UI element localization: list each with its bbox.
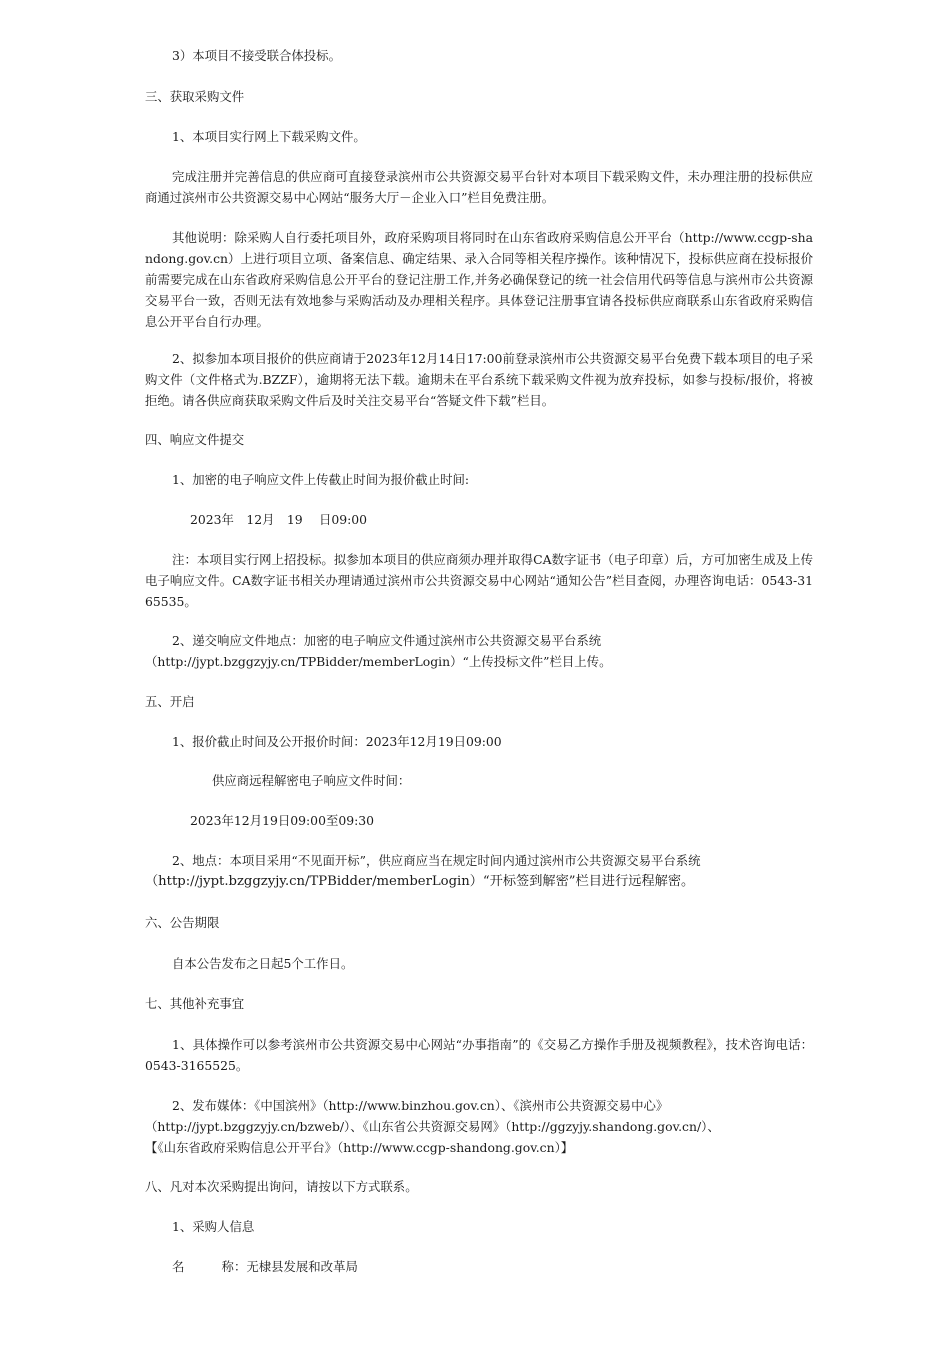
paragraph-announcement-period: 自本公告发布之日起5个工作日。 [172,956,354,971]
purchaser-name: 名 称：无棣县发展和改革局 [172,1259,358,1274]
paragraph-other-notes: 其他说明：除采购人自行委托项目外，政府采购项目将同时在山东省政府采购信息公开平台（http://www.ccgp-shandong.gov.cn）上进行项目立项、备案信息、确定结果、录入合同等相关程序操作。该种情况下，投标供应商在投标报价前需要完成在山东省政府采购信息公开平台的登记注册工作,并务必确保登记的统一社会信用代码等信息与滨州市公共资源交易平台一致，否则无法有效地参与采购活动及办理相关程序。具体登记注册事宜请各投标供应商联系山东省政府采购信息公开平台自行办理。 [145,230,813,329]
paragraph-registration: 完成注册并完善信息的供应商可直接登录滨州市公共资源交易平台针对本项目下载采购文件，未办理注册的投标供应商通过滨州市公共资源交易中心网站“服务大厅－企业入口”栏目免费注册。 [145,169,813,205]
paragraph-purchaser-info: 1、采购人信息 [172,1219,255,1234]
paragraph-no-consortium: 3）本项目不接受联合体投标。 [172,48,341,63]
decrypt-time-value: 2023年12月19日09:00至09:30 [190,813,375,828]
section-heading-8: 八、凡对本次采购提出询问，请按以下方式联系。 [145,1179,418,1194]
paragraph-opening-time: 1、报价截止时间及公开报价时间：2023年12月19日09:00 [172,734,502,749]
paragraph-download-deadline: 2、拟参加本项目报价的供应商请于2023年12月14日17:00前登录滨州市公共资源交易平台免费下载本项目的电子采购文件（文件格式为.BZZF），逾期将无法下载。逾期未在平台系统下载采购文件视为放弃投标，如参与投标/报价，将被拒绝。请各供应商获取采购文件后及时关注交易平台“答疑文件下载”栏目。 [145,351,813,408]
paragraph-submission-location: 2、递交响应文件地点：加密的电子响应文件通过滨州市公共资源交易平台系统 [172,633,602,648]
paragraph-decrypt-time-label: 供应商远程解密电子响应文件时间： [212,773,411,788]
opening-url-line: （http://jypt.bzggzyjy.cn/TPBidder/memberLogin）“开标签到解密”栏目进行远程解密。 [145,874,695,889]
section-heading-5: 五、开启 [145,694,195,709]
paragraph-media-line-2: （http://jypt.bzggzyjy.cn/bzweb/）、《山东省公共资源交易网》（http://ggzyjy.shandong.gov.cn/）、 [145,1119,720,1134]
paragraph-opening-location: 2、地点：本项目采用“不见面开标”，供应商应当在规定时间内通过滨州市公共资源交易平台系统 [172,853,701,868]
paragraph-ca-certificate: 注：本项目实行网上招投标。拟参加本项目的供应商须办理并取得CA数字证书（电子印章）后，方可加密生成及上传电子响应文件。CA数字证书相关办理请通过滨州市公共资源交易中心网站“通知公告”栏目查阅，办理咨询电话：0543-3165535。 [145,552,813,609]
paragraph-media-line-1: 2、发布媒体：《中国滨州》（http://www.binzhou.gov.cn）、《滨州市公共资源交易中心》 [172,1098,669,1113]
paragraph-upload-deadline: 1、加密的电子响应文件上传截止时间为报价截止时间: [172,472,470,487]
section-heading-3: 三、获取采购文件 [145,89,245,104]
section-heading-7: 七、其他补充事宜 [145,996,245,1011]
paragraph-media-line-3: 【《山东省政府采购信息公开平台》（http://www.ccgp-shandong.gov.cn）】 [145,1140,574,1155]
section-heading-6: 六、公告期限 [145,915,220,930]
submission-url-line: （http://jypt.bzggzyjy.cn/TPBidder/memberLogin）“上传投标文件”栏目上传。 [145,654,612,669]
section-heading-4: 四、响应文件提交 [145,432,245,447]
paragraph-online-download: 1、本项目实行网上下载采购文件。 [172,129,366,144]
upload-deadline-date: 2023年 12月 19 日09:00 [190,512,368,527]
paragraph-operation-guide: 1、具体操作可以参考滨州市公共资源交易中心网站“办事指南”的《交易乙方操作手册及视频教程》，技术咨询电话：0543-3165525。 [145,1037,813,1073]
